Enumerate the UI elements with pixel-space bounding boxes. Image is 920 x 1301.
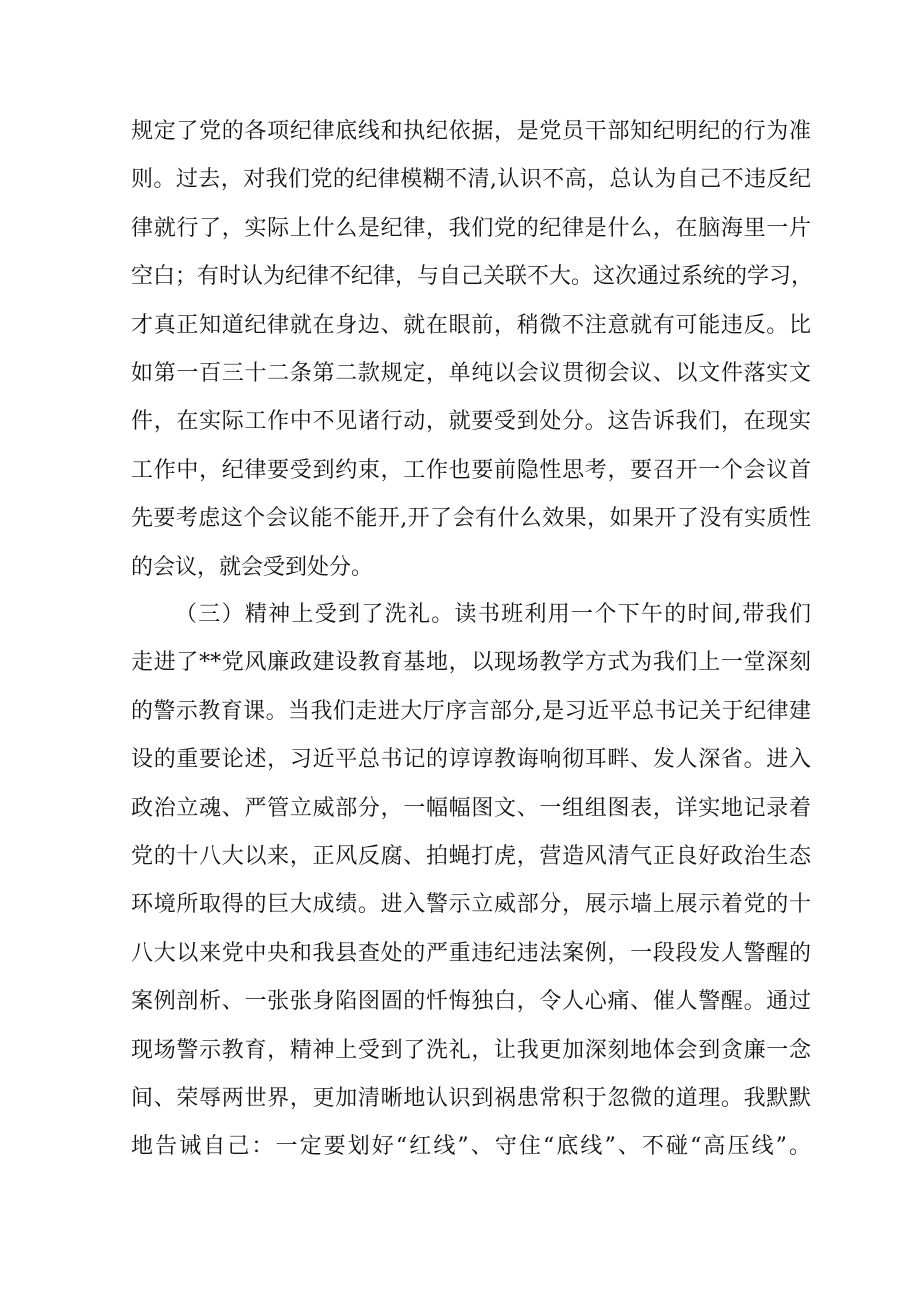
paragraph-line: 才真正知道纪律就在身边、就在眼前，稍微不注意就有可能违反。比 [131,312,811,338]
paragraph-line: 设的重要论述，习近平总书记的谆谆教诲响彻耳畔、发人深省。进入 [131,747,811,773]
paragraph-spiritual-baptism [131,591,811,1172]
paragraph-line: 件，在实际工作中不见诸行动，就要受到处分。这告诉我们，在现实 [131,409,811,435]
paragraph-line: 则。过去，对我们党的纪律模糊不清,认识不高，总认为自己不违反纪 [131,167,811,193]
paragraph-line: 如第一百三十二条第二款规定，单纯以会议贯彻会议、以文件落实文 [131,360,811,386]
paragraph-line: 的会议，就会受到处分。 [131,554,374,580]
paragraph-line: 党的十八大以来，正风反腐、拍蝇打虎，营造风清气正良好政治生态 [131,843,811,869]
paragraph-line: 规定了党的各项纪律底线和执纪依据，是党员干部知纪明纪的行为准 [131,119,811,144]
paragraph-line: 环境所取得的巨大成绩。进入警示立威部分，展示墙上展示着党的十 [131,892,811,918]
paragraph-line: 政治立魂、严管立威部分，一幅幅图文、一组组图表，详实地记录着 [131,795,811,821]
paragraph-line: 律就行了，实际上什么是纪律，我们党的纪律是什么，在脑海里一片 [131,215,811,241]
paragraph-line: 地告诫自己：一定要划好“红线”、守住“底线”、不碰“高压线”。 [131,1134,811,1160]
paragraph-line: 现场警示教育，精神上受到了洗礼，让我更加深刻地体会到贪廉一念 [131,1037,811,1063]
paragraph-discipline-study [131,108,814,592]
paragraph-line: 先要考虑这个会议能不能开,开了会有什么效果，如果开了没有实质性 [131,506,811,532]
paragraph-line: 间、荣辱两世界，更加清晰地认识到祸患常积于忽微的道理。我默默 [131,1085,811,1111]
paragraph-line-first-indented: （三）精神上受到了洗礼。读书班利用一个下午的时间,带我们 [175,602,811,627]
paragraph-line: 工作中，纪律要受到约束，工作也要前隐性思考，要召开一个会议首 [131,457,811,483]
paragraph-line: 走进了**党风廉政建设教育基地，以现场教学方式为我们上一堂深刻 [131,650,811,676]
paragraph-line: 的警示教育课。当我们走进大厅序言部分,是习近平总书记关于纪律建 [131,698,811,724]
paragraph-line: 八大以来党中央和我县查处的严重违纪违法案例，一段段发人警醒的 [131,940,811,966]
paragraph-line: 空白；有时认为纪律不纪律，与自己关联不大。这次通过系统的学习， [131,264,814,290]
paragraph-line: 案例剖析、一张张身陷囹圄的忏悔独白，令人心痛、催人警醒。通过 [131,989,811,1015]
